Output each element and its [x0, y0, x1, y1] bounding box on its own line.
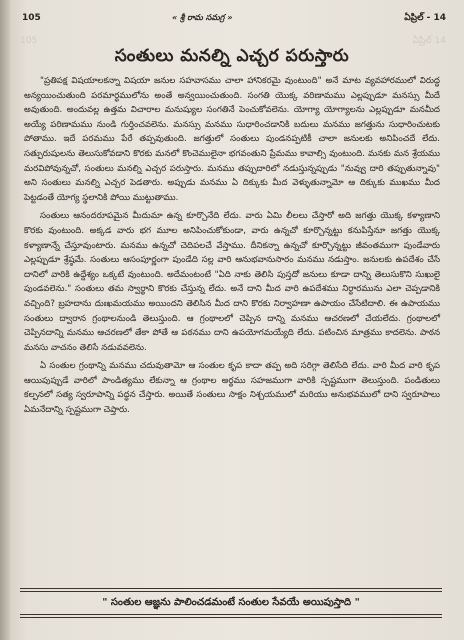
paragraph-2: సంతులు ఆనందరూపమైన మీదుమా ఉన్న కూర్చొనేది లేదు. వారు ఏమి లీలలు చేస్తారో అది జగత్తు యొక్క కళ్యాణాని కొరకు వుంటుంది. అక్కడ వారు భగ మూల అనిపించుకోకుండా, వారు ఉన్నచో కూర్చొన్నట్టు కనుపిస్తేనూ జగత్తు యొక్క కళ్యాణాన్నే చేస్తూవుంటారు. మనము ఉన్నచో చెదిపలచే వేస్తాము. దీనికన్నా ఉన్నచో కూర్చొన్నట్టు జీవంతముగా పుండేవారు ఎల్లప్పుడూ శ్రేష్ఠమే. సంతులు ఆసంపూర్ణంగా పుండేది సల్ల వారి ఆనుభవానుసారం మనము నడుస్తాం. జనులకు ఉపదేశం చేసే దానిలో వారికి ఉద్దేశ్యం ఒక్కటే వుంటుంది. అదేమంటంటే "ఏది నాకు తెలిసి పుస్తదో జనులు కూడా దాన్ని తెలుసుకొని సుఖులై పుండవలెను." సంతులు తమ స్వార్థాని కొరకు చేస్తున్న లేదు. అనే దాని మీద వారి ఉపదేశము నిర్ధారమును ఎలా చెప్పడానికి వచ్చింది? బ్రహదాను దుఃఖమయము అయిందని తెలిసిన మీద దాని కొరకు నిర్వాహణా ఉపాయం చేసేటిదాలి. ఈ ఉపాయము సంతులు ద్వారాన గ్రంథాలనుండి తెలుస్తుంది. ఆ గ్రంథాలలో చెప్పిన దాన్ని మనము ఆచరణలో చేయలేదు. గ్రంథాలలో చెప్పినదాన్ని మనము ఆచరణలో తేకా పోతే ఆ పఠనము దాని ఉపయోగమయ్యేది లేదు. పటించిన మాత్రము కాదలెను. పాఠన మనసు వాచనం తెలిసే నడువవలెను.: [24, 211, 440, 353]
page-number: 105: [22, 13, 41, 23]
running-title: « శ్రీ రామ సమగ్ర »: [172, 13, 233, 22]
date-label: ఏప్రిల్ - 14: [404, 13, 446, 23]
bleed-through-left: 105: [20, 36, 38, 46]
bleed-through-right: ఏప్రిల్ 14: [412, 36, 446, 46]
paragraph-1: "ప్రతిపక్ష విషయాలకన్నా విషయా జనుల సహవాసము చాలా హానికరమై వుంటుంది" అనే మాట వ్యవహారములో విరుద్ధ అన్యయించుతుంది పరమార్ధములోను అంతే అన్వయించుతుంది. సంగతి యొక్క వరిణామము ఎల్లప్పుడూ మనస్సు మీదే అవుతుంది. అందువల్ల ఉత్తమ విచారాల మనుష్యుల సంగతినే పెంచుకోవలెను. యోగ్యా యోగ్యాలను ఎల్లప్పుడూ మనమీద అయ్యే పరిణామము నుండి గుర్తించవలెను. మనస్సు మనము సుధారించడానికి బదులు మనము జగత్తును సుధారించుటకు పోతాము. ఇదే పరమము పేరే తప్పవుతుంది. జగత్తులో సంతులు పుండనప్పటికీ చాలా జనులకు అనిపించదే లేదు. సత్పురుషులను తెలుసుకోవడాని కొరకు మనలో కొంచెములైనా భగవంతుని ప్రేమము కావాల్సి వుంటుంది. మనకు మన శ్రేయము మరవిపోవున్నచో, సంతులు మనల్ని ఎచ్చర పరుస్తారు. మనము తప్పుదారిలో నడుస్తున్నప్పుడు "నువ్వు దారి తప్పుతున్నావు" అని సంతులు మనల్ని ఎచ్చర పెడతారు. అప్పుడు మనము ఏ దిక్కుకు మీద వెళ్ళుతున్నామో ఆ దిక్కుకు ముఖము మీద పెట్టడంతే యోగ్య స్థలానికి పోయి ముట్టుతాము.: [24, 76, 440, 203]
paragraph-3: ఏ సంతుల గ్రంథాన్ని మనము చదువుతామో ఆ సంతుల కృప కాదా తప్ప అది సరిగ్గా తెలిసేది లేదు. వారి మీద వారి కృప ఆయిపుప్పుడే వారిలో పాండిత్యము లేకున్నా ఆ గ్రంథాల అర్థము సహజముగా వారికి స్పష్టముగా తెలుస్తుంది. పండితులు కల్పనలో సత్య స్వరూపాన్ని పద్ధన చేస్తారు. అయితే సంతులు సాక్షం నిశ్చయములో మరియు అనుభవములో దాని స్వరూపాలు ఏమనేదాన్ని స్పష్టముగా చెప్తారు.: [24, 361, 440, 416]
footer-quote: " సంతుల ఆజ్ఞను పాలించడమంటే సంతుల సేవయే అయిపుస్తాది ": [20, 588, 442, 618]
page-header: [22, 11, 446, 27]
article-body: [24, 74, 440, 422]
book-spine-shadow: [0, 0, 10, 640]
article-title: సంతులు మనల్ని ఎచ్చర పరుస్తారు: [114, 46, 350, 66]
